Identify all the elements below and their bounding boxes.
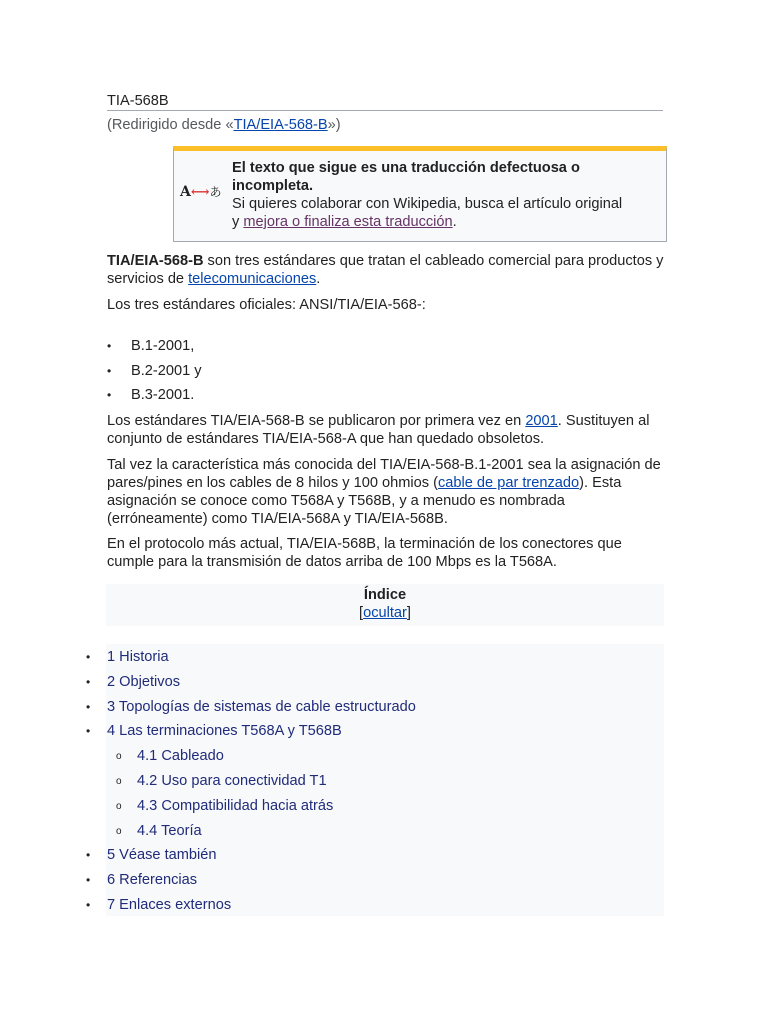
intro-text2: . <box>316 271 321 287</box>
toc-toggle-suffix: ] <box>406 605 411 621</box>
toc-item-label[interactable]: 2 Objetivos <box>107 673 181 690</box>
toc-item[interactable] <box>86 797 416 822</box>
toc-item-label[interactable]: 4.4 Teoría <box>137 822 202 839</box>
year-2001-link[interactable]: 2001 <box>525 413 558 429</box>
telecom-link[interactable]: telecomunicaciones <box>188 271 317 287</box>
translation-icon-arrow: ⟷ <box>190 185 210 200</box>
intro-text1: son tres estándares que tratan el cableado comercial para productos y servicios de <box>107 253 664 287</box>
notice-text <box>232 159 652 231</box>
toc-item-label[interactable]: 4.1 Cableado <box>137 748 224 765</box>
toc-toggle <box>359 605 411 621</box>
redirect-suffix: ») <box>327 117 341 133</box>
published-paragraph <box>107 412 667 448</box>
improve-translation-link[interactable]: mejora o finaliza esta traducción <box>243 214 453 230</box>
toc-item[interactable] <box>86 846 416 871</box>
feature-text1: Tal vez la característica más conocida del TIA/EIA-568-B.1-2001 sea la asignación de pares/pines en los cables de 8 hilos y 100 ohmios ( <box>107 457 661 491</box>
toc-item-label[interactable]: 1 Historia <box>107 649 169 665</box>
redirect-link[interactable]: TIA/EIA-568-B <box>233 117 328 133</box>
notice-line2-prefix: y <box>232 214 244 230</box>
toc-item[interactable] <box>86 722 416 747</box>
toc-item-label[interactable]: 5 Véase también <box>107 847 217 864</box>
notice-line2-suffix: . <box>452 214 457 230</box>
toc-item[interactable] <box>86 673 416 698</box>
toc-item-label[interactable]: 6 Referencias <box>107 872 198 889</box>
toc-item[interactable] <box>86 871 416 896</box>
toc-item[interactable] <box>86 747 416 772</box>
translation-icon <box>180 183 222 202</box>
protocol-paragraph: En el protocolo más actual, TIA/EIA-568B, la terminación de los conectores que cumple para la transmisión de datos arriba de 100 Mbps es la T568A. <box>107 536 622 570</box>
translation-icon-glyph: あ <box>209 185 222 199</box>
toc-item[interactable] <box>86 896 416 921</box>
standards-list <box>107 337 202 411</box>
toc-item[interactable] <box>86 822 416 847</box>
published-text2: . Sustituyen al conjunto de estándares TIA/EIA-568-A que han quedado obsoletos. <box>107 413 650 447</box>
toc-item-label[interactable]: 4.2 Uso para conectividad T1 <box>137 772 327 789</box>
translation-notice <box>173 146 667 242</box>
list-item: • B.1-2001, <box>107 337 202 362</box>
toc-item[interactable] <box>86 772 416 797</box>
toc-title: Índice <box>363 587 407 603</box>
notice-line1: Si quieres colaborar con Wikipedia, busca el artículo original <box>232 196 623 212</box>
list-item: • B.3-2001. <box>107 386 202 411</box>
toc-item[interactable] <box>86 698 416 723</box>
toc-list <box>86 648 416 921</box>
twisted-pair-link[interactable]: cable de par trenzado <box>437 475 580 491</box>
translation-icon-letter: A <box>180 184 191 200</box>
page-title: TIA-568B <box>107 92 663 111</box>
toc-header <box>106 584 664 626</box>
toc-toggle-prefix: [ <box>359 605 364 621</box>
intro-bold: TIA/EIA-568-B <box>107 253 204 269</box>
standards-intro: Los tres estándares oficiales: ANSI/TIA/EIA-568-: <box>107 297 426 313</box>
published-text1: Los estándares TIA/EIA-568-B se publicaron por primera vez en <box>107 413 526 429</box>
notice-line2 <box>232 213 652 231</box>
notice-title: El texto que sigue es una traducción defectuosa o incompleta. <box>232 160 580 194</box>
toc-item-label[interactable]: 4 Las terminaciones T568A y T568B <box>107 723 342 740</box>
toc-item-label[interactable]: 3 Topologías de sistemas de cable estructurado <box>107 698 416 715</box>
redirect-note <box>107 116 341 134</box>
feature-text2: ). Esta asignación se conoce como T568A y T568B, y a menudo es nombrada (erróneamente) como TIA/EIA-568A y TIA/EIA-568B. <box>107 475 622 527</box>
intro-paragraph <box>107 252 667 288</box>
redirect-prefix: (Redirigido desde « <box>107 117 234 133</box>
toc-item-label[interactable]: 4.3 Compatibilidad hacia atrás <box>137 797 334 814</box>
toc-item[interactable] <box>86 648 416 673</box>
feature-paragraph <box>107 456 667 528</box>
list-item: • B.2-2001 y <box>107 362 202 387</box>
toc-hide-link[interactable]: ocultar <box>363 605 407 621</box>
toc-item-label[interactable]: 7 Enlaces externos <box>107 896 232 913</box>
